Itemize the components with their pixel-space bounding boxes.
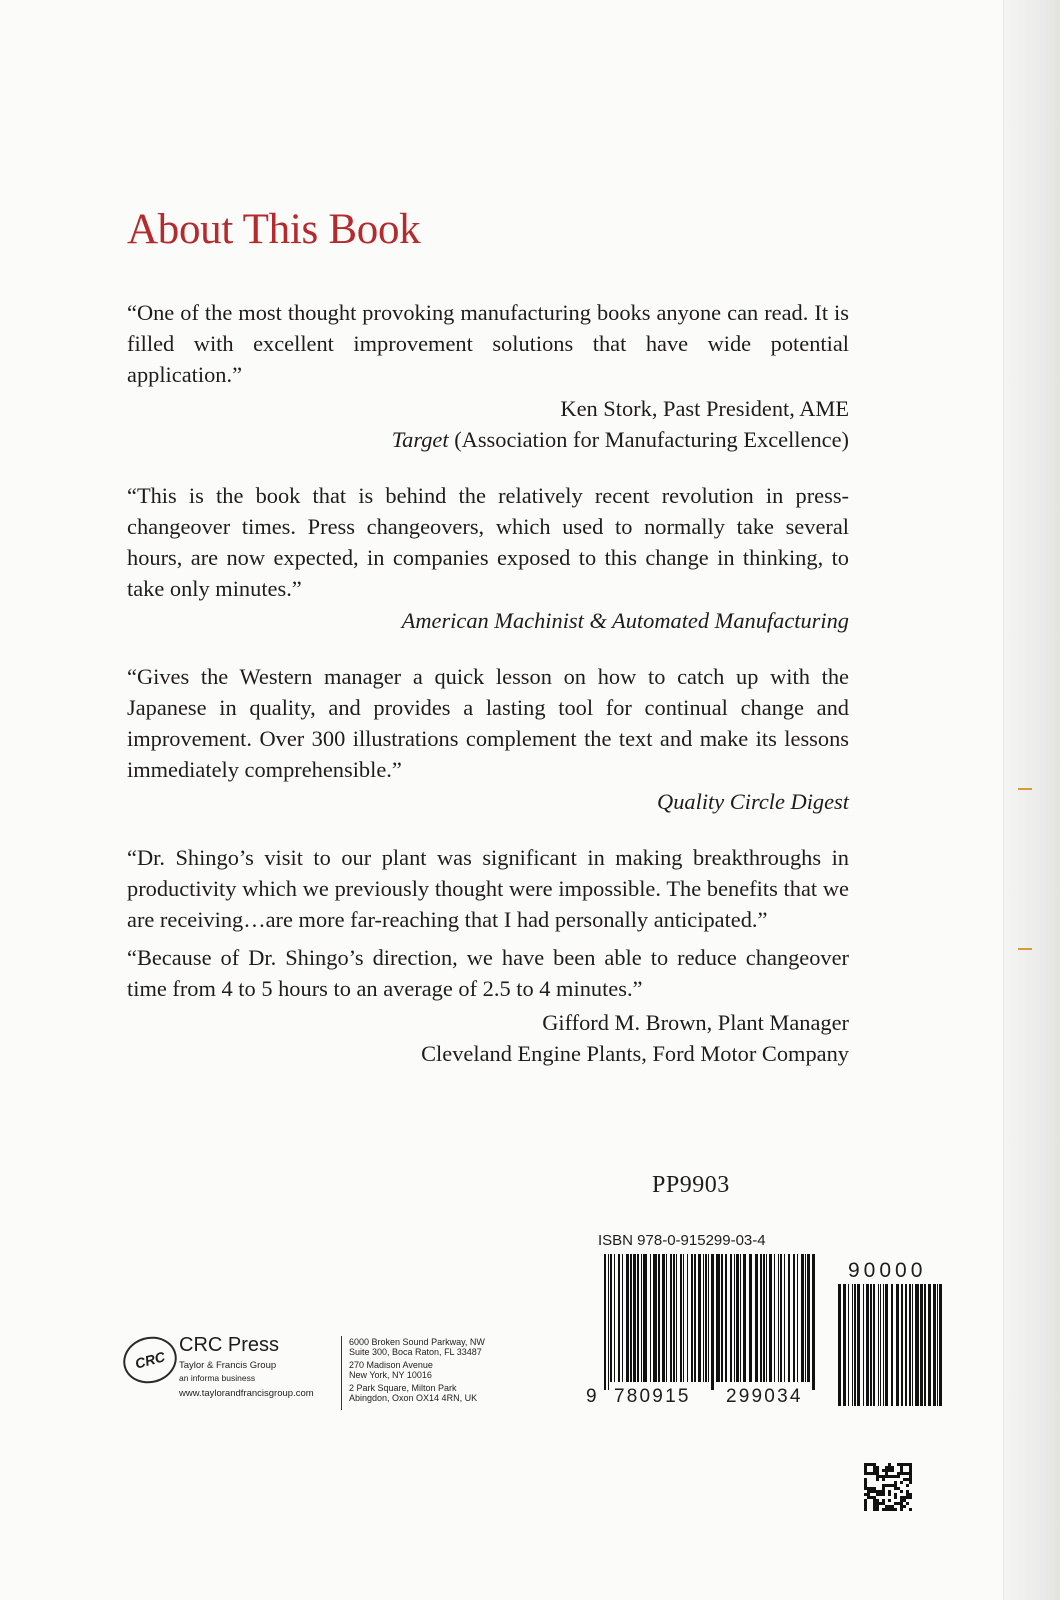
- barcode-bar: [784, 1254, 785, 1382]
- qr-module: [891, 1505, 894, 1508]
- barcode-bar: [780, 1254, 782, 1382]
- qr-module: [885, 1505, 888, 1508]
- review-quote-2: “This is the book that is behind the relatively recent revolution in press-changeover times. Press changeovers, which used to normally take several hours, are now expected, in companies exposed to this change in thinking, to take only minutes.”: [127, 483, 849, 601]
- qr-module: [879, 1475, 882, 1478]
- publisher-tagline: an informa business: [179, 1373, 256, 1383]
- review-attribution-5-company: Cleveland Engine Plants, Ford Motor Company: [421, 1041, 849, 1066]
- barcode-bar: [878, 1284, 879, 1406]
- qr-module: [864, 1502, 867, 1505]
- qr-module: [864, 1484, 867, 1487]
- qr-module: [888, 1493, 891, 1496]
- barcode-bar: [666, 1254, 667, 1382]
- publisher-name: CRC Press: [179, 1334, 280, 1356]
- qr-module: [903, 1472, 906, 1475]
- qr-module: [882, 1502, 885, 1505]
- address-line: New York, NY 10016: [349, 1370, 432, 1380]
- barcode-bar: [691, 1254, 693, 1382]
- qr-module: [876, 1502, 879, 1505]
- qr-module: [888, 1463, 891, 1466]
- qr-module: [888, 1475, 891, 1478]
- barcode-bar: [774, 1254, 775, 1382]
- qr-module: [864, 1493, 867, 1496]
- qr-module: [900, 1466, 903, 1469]
- qr-module: [900, 1499, 903, 1502]
- barcode-bar: [778, 1254, 779, 1382]
- review-attribution-1-source: [127, 424, 849, 455]
- qr-module: [867, 1472, 870, 1475]
- barcode-bar: [680, 1254, 682, 1382]
- publication-title: Quality Circle Digest: [657, 789, 849, 814]
- qr-module: [873, 1463, 876, 1466]
- review-attribution-2: [127, 605, 849, 636]
- qr-module: [867, 1496, 870, 1499]
- qr-module: [864, 1481, 867, 1484]
- qr-module: [876, 1478, 879, 1481]
- qr-module: [894, 1481, 897, 1484]
- qr-module: [864, 1499, 867, 1502]
- qr-module: [897, 1472, 900, 1475]
- barcode-bar: [711, 1254, 714, 1390]
- barcode-bar: [866, 1284, 869, 1406]
- barcode-bar: [905, 1284, 907, 1406]
- qr-module: [873, 1487, 876, 1490]
- barcode-bar: [924, 1284, 926, 1406]
- qr-module: [906, 1496, 909, 1499]
- review-quote-1: “One of the most thought provoking manufacturing books anyone can read. It is filled with excellent improvement solutions that have wide potential application.”: [127, 300, 849, 387]
- barcode-bar: [909, 1284, 911, 1406]
- barcode-bar: [797, 1254, 798, 1382]
- isbn-label: ISBN 978-0-915299-03-4: [598, 1232, 766, 1249]
- publisher-group: Taylor & Francis Group: [179, 1360, 277, 1371]
- qr-module: [897, 1487, 900, 1490]
- barcode-bar: [721, 1254, 723, 1382]
- qr-module: [864, 1487, 867, 1490]
- qr-module: [894, 1487, 897, 1490]
- barcode-bar: [766, 1254, 767, 1382]
- barcode-lead-digit: 9: [586, 1386, 599, 1407]
- qr-module: [906, 1490, 909, 1493]
- qr-module: [909, 1475, 912, 1478]
- qr-module: [876, 1475, 879, 1478]
- qr-module: [900, 1502, 903, 1505]
- barcode-bar: [658, 1254, 660, 1382]
- qr-module: [900, 1472, 903, 1475]
- qr-module: [900, 1469, 903, 1472]
- review-quote-4: “Dr. Shingo’s visit to our plant was significant in making breakthroughs in productivity which we previously thought were impossible. The benefits that we are receiving…are more far-reaching that I had personally anticipated.”: [127, 845, 849, 932]
- qr-module: [882, 1469, 885, 1472]
- qr-module: [891, 1466, 894, 1469]
- barcode-bar: [915, 1284, 919, 1406]
- publication-title: American Machinist & Automated Manufacturing: [401, 608, 849, 633]
- barcode-bar: [863, 1284, 864, 1406]
- qr-module: [885, 1475, 888, 1478]
- review-attribution-5-name: Gifford M. Brown, Plant Manager: [542, 1010, 849, 1035]
- barcode-bar: [801, 1254, 804, 1382]
- qr-module: [879, 1490, 882, 1493]
- barcode-bar: [743, 1254, 746, 1382]
- barcode-bar: [760, 1254, 762, 1382]
- qr-module: [894, 1502, 897, 1505]
- publisher-website: www.taylorandfrancisgroup.com: [179, 1388, 314, 1399]
- qr-module: [888, 1484, 891, 1487]
- qr-module: [882, 1508, 885, 1511]
- barcode-left-digits: 780915: [614, 1386, 691, 1407]
- barcode-bar: [662, 1254, 665, 1382]
- qr-module: [891, 1475, 894, 1478]
- address-line: 2 Park Square, Milton Park: [349, 1383, 457, 1393]
- qr-module: [888, 1505, 891, 1508]
- barcode-bar: [848, 1284, 849, 1406]
- qr-module: [885, 1484, 888, 1487]
- qr-module: [864, 1508, 867, 1511]
- qr-module: [882, 1499, 885, 1502]
- qr-module: [909, 1463, 912, 1466]
- barcode-bar: [807, 1254, 810, 1382]
- qr-module: [879, 1502, 882, 1505]
- qr-module: [900, 1508, 903, 1511]
- qr-module: [882, 1493, 885, 1496]
- qr-module: [876, 1505, 879, 1508]
- barcode-bar: [793, 1254, 795, 1382]
- barcode-bar: [857, 1284, 860, 1406]
- address-line: Abingdon, Oxon OX14 4RN, UK: [349, 1393, 478, 1403]
- barcode-bar: [703, 1254, 704, 1382]
- qr-module: [876, 1493, 879, 1496]
- qr-module: [864, 1463, 867, 1466]
- barcode-bar: [870, 1284, 872, 1406]
- barcode-bar: [716, 1254, 720, 1382]
- qr-module: [864, 1478, 867, 1481]
- qr-module: [894, 1493, 897, 1496]
- crc-logo: CRC: [118, 1331, 182, 1389]
- qr-module: [876, 1508, 879, 1511]
- qr-module: [909, 1481, 912, 1484]
- qr-module: [882, 1490, 885, 1493]
- qr-module: [888, 1469, 891, 1472]
- qr-module: [909, 1478, 912, 1481]
- qr-module: [909, 1472, 912, 1475]
- qr-module: [870, 1487, 873, 1490]
- barcode-bar: [763, 1254, 765, 1382]
- review-quote-3: “Gives the Western manager a quick lesson on how to catch up with the Japanese in quality, and provides a lasting tool for continual change and improvement. Over 300 illustrations complement the text and make its lessons immediately comprehensible.”: [127, 664, 849, 782]
- page-title: About This Book: [127, 206, 421, 253]
- qr-module: [873, 1502, 876, 1505]
- qr-module: [876, 1469, 879, 1472]
- barcode-bar: [755, 1254, 758, 1382]
- qr-module: [900, 1463, 903, 1466]
- qr-module: [900, 1490, 903, 1493]
- barcode-bar: [683, 1254, 684, 1382]
- qr-module: [873, 1472, 876, 1475]
- barcode-bar: [740, 1254, 741, 1382]
- price-digits: 90000: [848, 1259, 927, 1282]
- qr-module: [867, 1463, 870, 1466]
- barcode-bar: [705, 1254, 707, 1382]
- qr-module: [885, 1469, 888, 1472]
- barcode-bar: [626, 1254, 629, 1382]
- qr-module: [894, 1508, 897, 1511]
- qr-module: [906, 1463, 909, 1466]
- qr-module: [876, 1490, 879, 1493]
- review-attribution-3: [127, 786, 849, 817]
- barcode-bar: [641, 1254, 642, 1382]
- qr-module: [894, 1484, 897, 1487]
- qr-module: [906, 1484, 909, 1487]
- barcode-bar: [901, 1284, 903, 1406]
- barcode-bar: [653, 1254, 657, 1382]
- barcode-bar: [854, 1284, 856, 1406]
- publication-title: Target: [391, 427, 449, 452]
- qr-code: [864, 1463, 912, 1511]
- qr-module: [876, 1472, 879, 1475]
- qr-module: [909, 1508, 912, 1511]
- barcode-bar: [749, 1254, 752, 1382]
- qr-module: [882, 1484, 885, 1487]
- barcode-bar: [838, 1284, 841, 1406]
- barcode-bar: [788, 1254, 790, 1382]
- barcode-bar: [708, 1254, 709, 1382]
- qr-module: [894, 1496, 897, 1499]
- qr-module: [897, 1502, 900, 1505]
- publication-subtitle: (Association for Manufacturing Excellence): [448, 427, 849, 452]
- qr-module: [864, 1505, 867, 1508]
- divider: [341, 1336, 342, 1410]
- barcode-bar: [852, 1284, 853, 1406]
- qr-module: [897, 1463, 900, 1466]
- barcode-bar: [630, 1254, 632, 1382]
- qr-module: [906, 1493, 909, 1496]
- qr-module: [909, 1493, 912, 1496]
- barcode-bar: [736, 1254, 739, 1382]
- qr-module: [906, 1478, 909, 1481]
- qr-module: [864, 1469, 867, 1472]
- barcode-bar: [687, 1254, 688, 1382]
- qr-module: [888, 1466, 891, 1469]
- barcode-bar: [673, 1254, 675, 1382]
- qr-module: [879, 1493, 882, 1496]
- barcode-bar: [939, 1284, 942, 1406]
- address-line: 6000 Broken Sound Parkway, NW: [349, 1337, 485, 1347]
- barcode-bar: [873, 1284, 875, 1406]
- address-line: 270 Madison Avenue: [349, 1360, 433, 1370]
- barcode-bar: [725, 1254, 727, 1382]
- barcode-bar: [812, 1254, 815, 1390]
- qr-module: [891, 1484, 894, 1487]
- barcode-bar: [843, 1284, 846, 1406]
- barcode-bar: [633, 1254, 636, 1382]
- qr-module: [885, 1466, 888, 1469]
- barcode-bar: [885, 1284, 888, 1406]
- qr-module: [870, 1463, 873, 1466]
- address-line: Suite 300, Boca Raton, FL 33487: [349, 1347, 482, 1357]
- barcode-right-digits: 299034: [726, 1386, 803, 1407]
- barcode-bar: [912, 1284, 913, 1406]
- qr-module: [873, 1469, 876, 1472]
- qr-module: [870, 1490, 873, 1493]
- barcode-bar: [883, 1284, 884, 1406]
- barcode-bar: [937, 1284, 938, 1406]
- qr-module: [876, 1466, 879, 1469]
- qr-module: [870, 1496, 873, 1499]
- qr-module: [870, 1472, 873, 1475]
- publisher-block: [123, 1332, 623, 1432]
- cover-spine-edge: [1003, 0, 1060, 1600]
- qr-module: [891, 1469, 894, 1472]
- review-quote-5: “Because of Dr. Shingo’s direction, we have been able to reduce changeover time from 4 to 5 hours to an average of 2.5 to 4 minutes.”: [127, 945, 849, 1001]
- barcode-bar: [933, 1284, 936, 1406]
- qr-module: [906, 1502, 909, 1505]
- qr-module: [888, 1508, 891, 1511]
- barcode-bar: [676, 1254, 677, 1382]
- barcode-bar: [928, 1284, 931, 1406]
- qr-module: [873, 1466, 876, 1469]
- barcode-bar: [920, 1284, 923, 1406]
- isbn-barcode: [604, 1254, 818, 1390]
- spine-mark: [1018, 788, 1032, 790]
- qr-module: [888, 1490, 891, 1493]
- product-code: PP9903: [652, 1172, 730, 1198]
- qr-module: [909, 1466, 912, 1469]
- qr-module: [882, 1487, 885, 1490]
- qr-module: [903, 1505, 906, 1508]
- qr-module: [897, 1475, 900, 1478]
- qr-module: [873, 1505, 876, 1508]
- barcode-bar: [805, 1254, 806, 1382]
- qr-module: [885, 1508, 888, 1511]
- qr-module: [882, 1475, 885, 1478]
- qr-module: [891, 1508, 894, 1511]
- qr-module: [873, 1496, 876, 1499]
- qr-module: [864, 1466, 867, 1469]
- qr-module: [900, 1481, 903, 1484]
- qr-module: [888, 1499, 891, 1502]
- barcode-bar: [670, 1254, 672, 1382]
- barcode-bar: [643, 1254, 647, 1382]
- qr-module: [876, 1499, 879, 1502]
- qr-module: [885, 1472, 888, 1475]
- qr-module: [903, 1478, 906, 1481]
- spine-mark: [1018, 948, 1032, 950]
- qr-module: [867, 1493, 870, 1496]
- qr-module: [906, 1472, 909, 1475]
- qr-module: [903, 1499, 906, 1502]
- barcode-bar: [698, 1254, 701, 1382]
- barcode-bar: [769, 1254, 772, 1382]
- barcode-bar: [891, 1284, 893, 1406]
- review-attribution-1-name: Ken Stork, Past President, AME: [560, 396, 849, 421]
- qr-module: [867, 1487, 870, 1490]
- barcode-bar: [880, 1284, 881, 1406]
- qr-module: [900, 1496, 903, 1499]
- qr-module: [903, 1496, 906, 1499]
- qr-module: [900, 1505, 903, 1508]
- barcode-bar: [637, 1254, 639, 1382]
- qr-module: [873, 1499, 876, 1502]
- price-barcode: [838, 1284, 946, 1406]
- qr-module: [909, 1469, 912, 1472]
- barcode-bar: [694, 1254, 696, 1382]
- qr-module: [903, 1463, 906, 1466]
- qr-module: [873, 1490, 876, 1493]
- qr-module: [894, 1475, 897, 1478]
- qr-module: [867, 1490, 870, 1493]
- qr-module: [909, 1496, 912, 1499]
- barcode-bar: [730, 1254, 732, 1382]
- barcode-bar: [734, 1254, 735, 1382]
- barcode-bar: [896, 1284, 899, 1406]
- qr-module: [882, 1478, 885, 1481]
- qr-module: [864, 1472, 867, 1475]
- barcode-bar: [650, 1254, 651, 1382]
- qr-module: [873, 1508, 876, 1511]
